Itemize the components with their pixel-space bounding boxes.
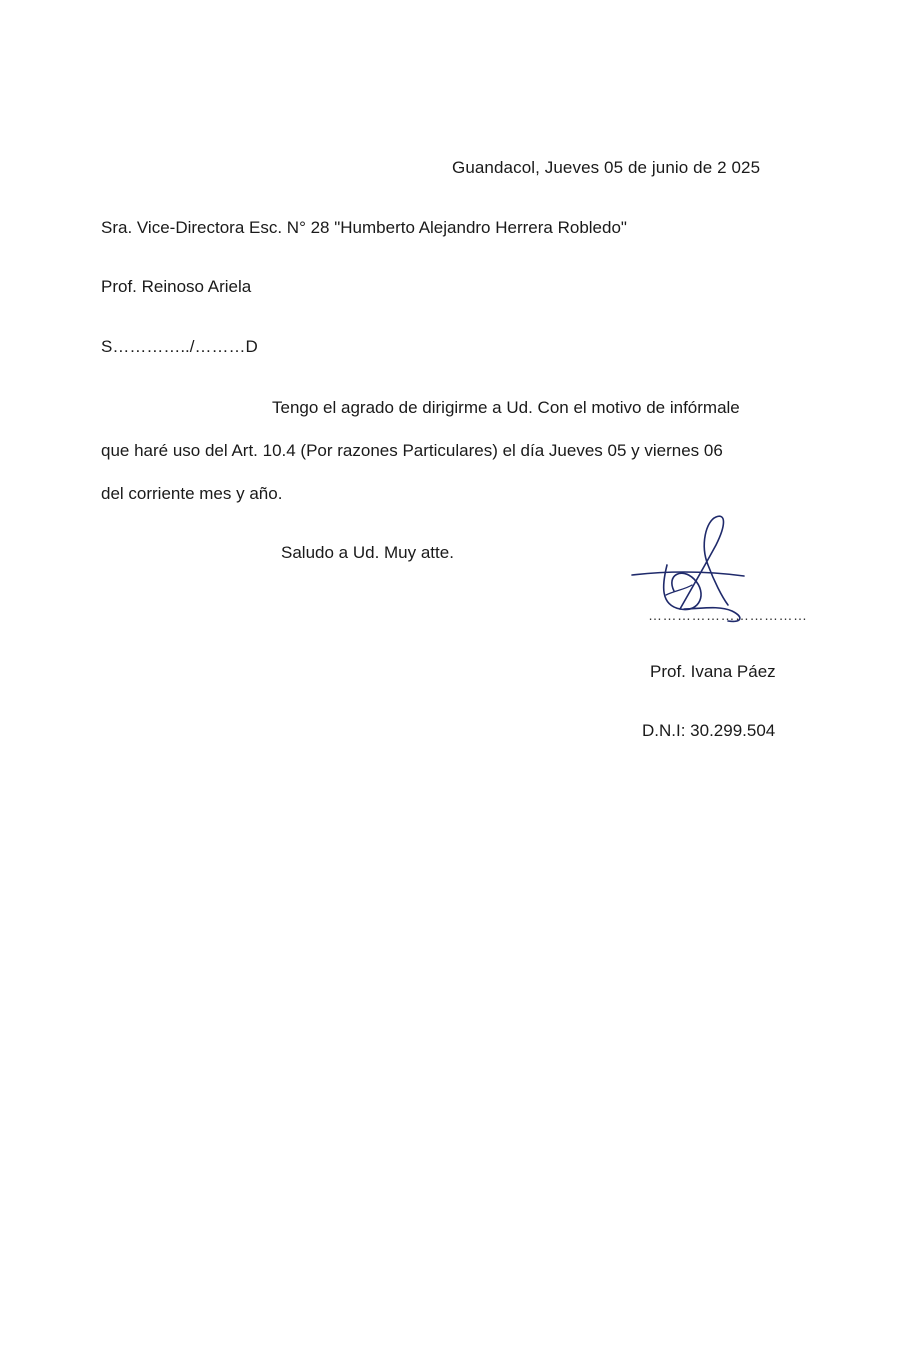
body-line-3: del corriente mes y año.: [101, 484, 283, 503]
closing-greeting: Saludo a Ud. Muy atte.: [281, 543, 454, 562]
recipient-name: Prof. Reinoso Ariela: [101, 277, 252, 296]
place-date: Guandacol, Jueves 05 de junio de 2 025: [452, 158, 761, 177]
signer-dni: D.N.I: 30.299.504: [642, 721, 776, 740]
salutation-sd: S…………../………D: [101, 337, 258, 356]
body-line-1: Tengo el agrado de dirigirme a Ud. Con el motivo de infórmale: [272, 398, 740, 417]
body-line-2: que haré uso del Art. 10.4 (Por razones Particulares) el día Jueves 05 y viernes 06: [101, 441, 723, 460]
recipient-title: Sra. Vice-Directora Esc. N° 28 "Humberto Alejandro Herrera Robledo": [101, 218, 627, 237]
signature-dotted-line: ……………………………: [648, 607, 808, 623]
signer-name: Prof. Ivana Páez: [650, 662, 776, 681]
